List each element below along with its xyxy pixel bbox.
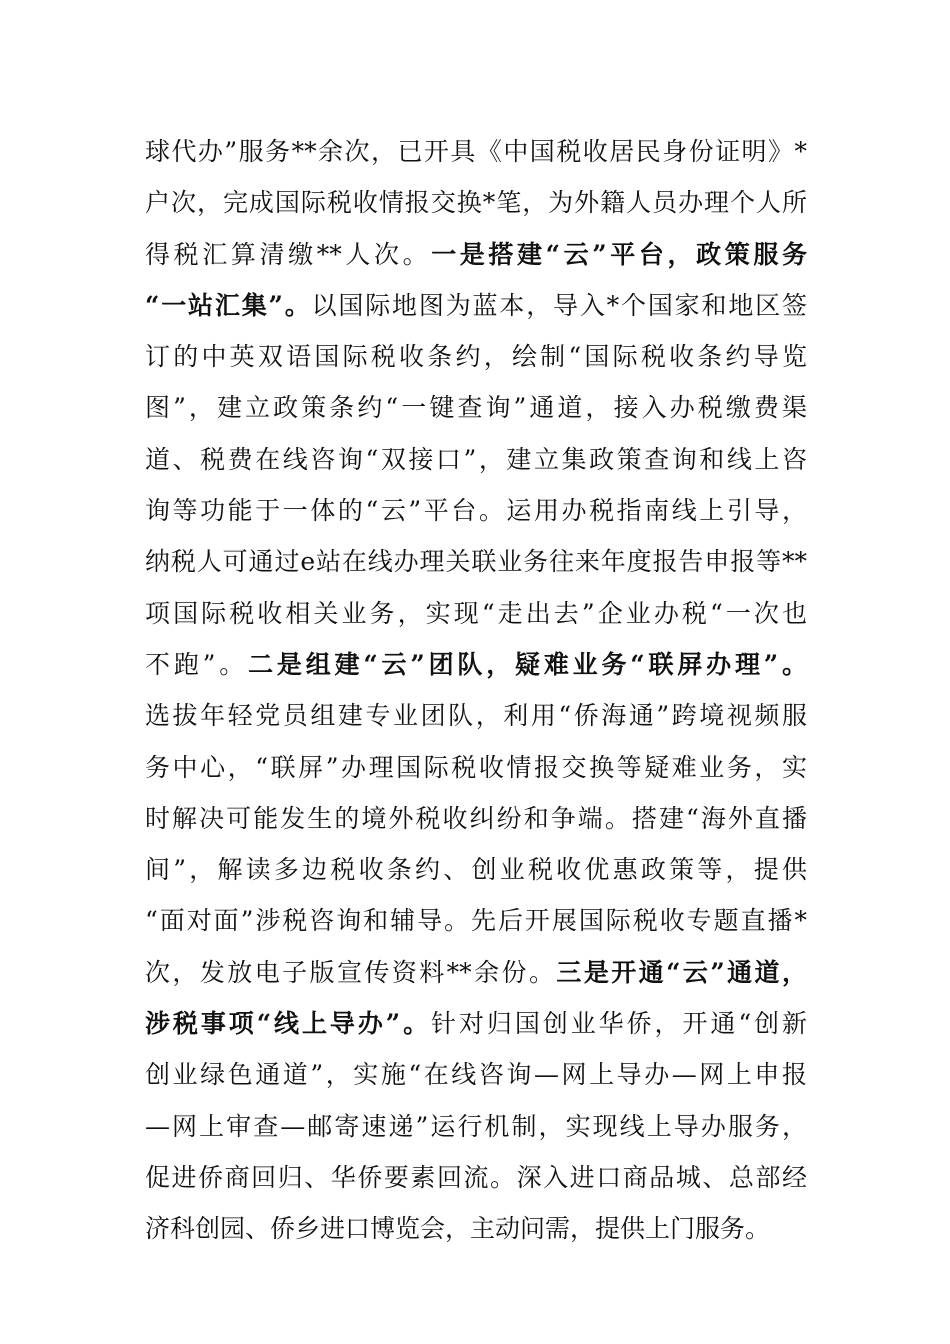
body-text: 间”，解读多边税收条约、创业税收优惠政策等，提供: [145, 855, 807, 885]
bold-heading-text: 涉税事项“线上导办”。: [145, 1009, 432, 1039]
text-line: [145, 280, 807, 331]
bold-heading-text: 一是搭建“云”平台，政策服务: [431, 239, 807, 269]
text-line: [145, 895, 807, 946]
body-text: —网上审查—邮寄速递”运行机制，实现线上导办服务，: [145, 1111, 807, 1141]
body-text: 道、税费在线咨询“双接口”，建立集政策查询和线上咨: [145, 444, 807, 474]
body-text: 针对归国创业华侨，开通“创新: [431, 1009, 807, 1039]
text-line: [145, 536, 807, 587]
text-line: [145, 229, 807, 280]
body-text: 促进侨商回归、华侨要素回流。深入进口商品城、总部经: [145, 1162, 807, 1192]
text-line: [145, 382, 807, 433]
text-line: [145, 1049, 807, 1100]
body-text: 不跑”。: [145, 649, 249, 679]
text-line: [145, 485, 807, 536]
text-line: [145, 844, 807, 895]
body-text: 询等功能于一体的“云”平台。运用办税指南线上引导，: [145, 496, 807, 526]
text-line: [145, 1203, 807, 1254]
text-line: [145, 639, 807, 690]
text-line: [145, 126, 807, 177]
body-text: 图”，建立政策条约“一键查询”通道，接入办税缴费渠: [145, 393, 807, 423]
text-line: [145, 1101, 807, 1152]
body-text: 纳税人可通过e站在线办理关联业务往来年度报告申报等**: [145, 547, 807, 577]
bold-heading-text: 二是组建“云”团队，疑难业务“联屏办理”。: [248, 649, 807, 679]
body-text: 次，发放电子版宣传资料**余份。: [145, 957, 557, 987]
text-line: [145, 588, 807, 639]
body-text: “面对面”涉税咨询和辅导。先后开展国际税收专题直播*: [145, 906, 807, 936]
body-text: 时解决可能发生的境外税收纠纷和争端。搭建“海外直播: [145, 803, 807, 833]
text-line: [145, 742, 807, 793]
body-text: 济科创园、侨乡进口博览会，主动问需，提供上门服务。: [145, 1214, 771, 1244]
body-text: 球代办”服务**余次，已开具《中国税收居民身份证明》*: [145, 137, 807, 166]
body-text: 得税汇算清缴**人次。: [145, 239, 432, 269]
text-line: [145, 947, 807, 998]
bold-heading-text: “一站汇集”。: [145, 290, 312, 320]
text-line: [145, 177, 807, 228]
text-line: [145, 331, 807, 382]
body-text: 户次，完成国际税收情报交换*笔，为外籍人员办理个人所: [145, 188, 807, 218]
body-paragraph: [145, 126, 807, 1255]
text-line: [145, 793, 807, 844]
body-text: 以国际地图为蓝本，导入*个国家和地区签: [311, 290, 807, 320]
text-line: [145, 690, 807, 741]
body-text: 选拔年轻党员组建专业团队，利用“侨海通”跨境视频服: [145, 701, 807, 731]
body-text: 订的中英双语国际税收条约，绘制“国际税收条约导览: [145, 342, 807, 372]
body-text: 项国际税收相关业务，实现“走出去”企业办税“一次也: [145, 598, 807, 628]
text-line: [145, 434, 807, 485]
text-line: [145, 998, 807, 1049]
body-text: 务中心，“联屏”办理国际税收情报交换等疑难业务，实: [145, 752, 807, 782]
text-line: [145, 1152, 807, 1203]
bold-heading-text: 三是开通“云”通道，: [556, 957, 807, 987]
body-text: 创业绿色通道”，实施“在线咨询—网上导办—网上申报: [145, 1060, 807, 1090]
